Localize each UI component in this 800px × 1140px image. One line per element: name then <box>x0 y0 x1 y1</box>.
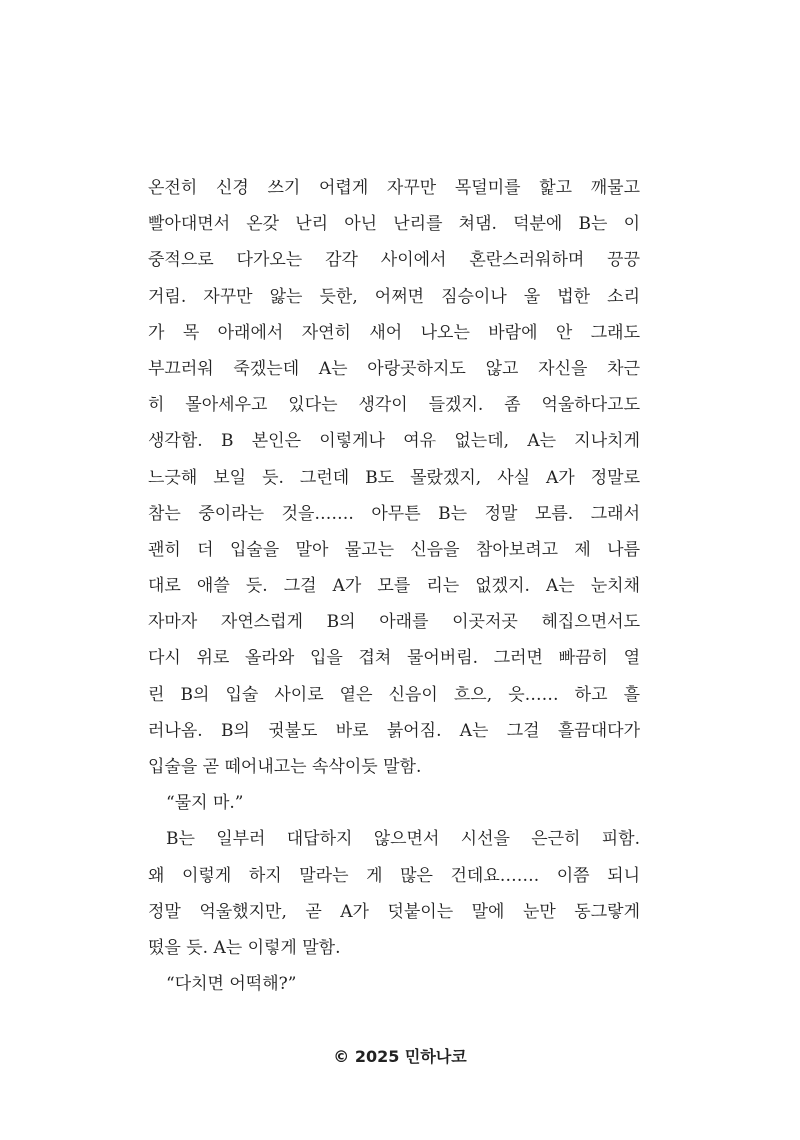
text-line: 대로 애쓸 듯. 그걸 A가 모를 리는 없겠지. A는 눈치채 <box>148 576 640 597</box>
text-line: 중적으로 다가오는 감각 사이에서 혼란스러워하며 끙끙 <box>148 250 640 271</box>
text-line: B는 일부러 대답하지 않으면서 시선을 은근히 피함. <box>166 829 640 850</box>
text-line: 정말 억울했지만, 곧 A가 덧붙이는 말에 눈만 동그랗게 <box>148 901 640 922</box>
text-line: 느긋해 보일 듯. 그런데 B도 몰랐겠지, 사실 A가 정말로 <box>148 467 640 488</box>
text-line: 거림. 자꾸만 앓는 듯한, 어쩌면 짐승이나 울 법한 소리 <box>148 286 640 307</box>
text-line: 자마자 자연스럽게 B의 아래를 이곳저곳 헤집으면서도 <box>148 612 640 633</box>
text-line: 린 B의 입술 사이로 옅은 신음이 흐으, 읏…… 하고 흘 <box>148 684 640 705</box>
text-line: 가 목 아래에서 자연히 새어 나오는 바람에 안 그래도 <box>148 322 640 343</box>
text-line: 부끄러워 죽겠는데 A는 아랑곳하지도 않고 자신을 차근 <box>148 358 640 379</box>
text-line: 히 몰아세우고 있다는 생각이 들겠지. 좀 억울하다고도 <box>148 395 640 416</box>
text-line: 왜 이렇게 하지 말라는 게 많은 건데요……. 이쯤 되니 <box>148 865 640 886</box>
copyright-footer: © 2025 민하나코 <box>333 1047 467 1066</box>
dialogue-line: “물지 마.” <box>166 793 244 814</box>
text-line: 빨아대면서 온갖 난리 아닌 난리를 쳐댐. 덕분에 B는 이 <box>148 214 640 235</box>
text-line: 러나옴. B의 귓불도 바로 붉어짐. A는 그걸 흘끔대다가 <box>148 720 640 741</box>
text-line: 떴을 듯. A는 이렇게 말함. <box>148 937 341 958</box>
text-line: 다시 위로 올라와 입을 겹쳐 물어버림. 그러면 빠끔히 열 <box>148 648 640 669</box>
dialogue-line: “다치면 어떡해?” <box>166 974 297 995</box>
story-text <box>148 170 640 1002</box>
text-line: 온전히 신경 쓰기 어렵게 자꾸만 목덜미를 핥고 깨물고 <box>148 178 640 198</box>
text-line: 생각함. B 본인은 이렇게나 여유 없는데, A는 지나치게 <box>148 431 640 452</box>
text-line: 참는 중이라는 것을……. 아무튼 B는 정말 모름. 그래서 <box>148 503 640 524</box>
text-line: 입술을 곧 떼어내고는 속삭이듯 말함. <box>148 757 422 777</box>
text-line: 괜히 더 입술을 말아 물고는 신음을 참아보려고 제 나름 <box>148 539 640 560</box>
